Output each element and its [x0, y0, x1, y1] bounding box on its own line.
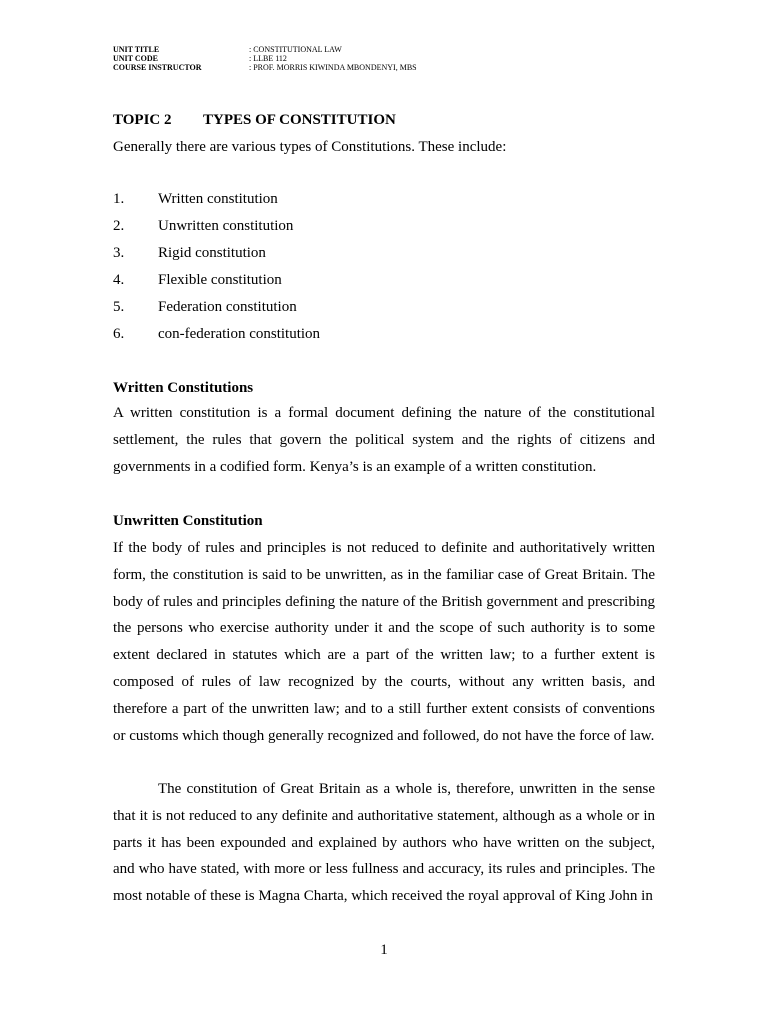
list-number: 3. [113, 245, 125, 261]
list-number: 1. [113, 191, 125, 207]
header-value: : CONSTITUTIONAL LAW [249, 45, 342, 54]
header-row-unit-code [113, 54, 417, 63]
document-header [113, 45, 417, 72]
list-item [113, 267, 320, 294]
list-number: 5. [113, 299, 125, 315]
header-value: : LLBE 112 [249, 54, 287, 63]
list-text: Federation constitution [158, 299, 297, 315]
list-item [113, 321, 320, 348]
list-item [113, 213, 320, 240]
list-text: Written constitution [158, 191, 278, 207]
header-label: UNIT TITLE [113, 45, 160, 54]
header-value: : PROF. MORRIS KIWINDA MBONDENYI, MBS [249, 63, 417, 72]
list-text: Rigid constitution [158, 245, 266, 261]
section-body-unwritten-continued: The constitution of Great Britain as a whole is, therefore, unwritten in the sense that it is not reduced to any definite and authoritative statement, although as a whole or in parts it has been expounded and explained by authors who have written on the subject, and who have stated, with more or less fullness and accuracy, its rules and principles. The most notable of these is Magna Charta, which received the royal approval of King John in [113, 781, 655, 905]
list-text: Unwritten constitution [158, 218, 294, 234]
list-item [113, 294, 320, 321]
list-number: 4. [113, 272, 125, 288]
list-text: con-federation constitution [158, 326, 321, 342]
section-heading-written: Written Constitutions [113, 380, 254, 396]
list-number: 6. [113, 326, 125, 342]
header-label: COURSE INSTRUCTOR [113, 63, 202, 72]
header-row-unit-title [113, 45, 417, 54]
page-number: 1 [380, 942, 388, 958]
header-label: UNIT CODE [113, 54, 158, 63]
topic-heading [113, 110, 396, 130]
list-number: 2. [113, 218, 125, 234]
header-row-instructor [113, 63, 417, 72]
document-page [113, 0, 655, 1024]
list-item [113, 240, 320, 267]
list-text: Flexible constitution [158, 272, 282, 288]
topic-title: TYPES OF CONSTITUTION [203, 112, 396, 128]
list-item [113, 186, 320, 213]
types-list [113, 186, 320, 348]
intro-paragraph: Generally there are various types of Constitutions. These include: [113, 139, 507, 155]
section-body-written: A written constitution is a formal document defining the nature of the constitutional settlement, the rules that govern the political system and the rights of citizens and governments in a codified form. Kenya’s is an example of a written constitution. [113, 405, 655, 475]
section-heading-unwritten: Unwritten Constitution [113, 513, 263, 529]
section-body-unwritten: If the body of rules and principles is not reduced to definite and authoritatively written form, the constitution is said to be unwritten, as in the familiar case of Great Britain. The body of rules and principles defining the nature of the British government and prescribing the persons who exercise authority under it and the scope of such authority is to some extent declared in statutes which are a part of the written law; to a further extent is composed of rules of law recognized by the courts, without any written basis, and therefore a part of the unwritten law; and to a still further extent consists of conventions or customs which though generally recognized and followed, do not have the force of law. [113, 540, 655, 744]
topic-number: TOPIC 2 [113, 112, 172, 128]
